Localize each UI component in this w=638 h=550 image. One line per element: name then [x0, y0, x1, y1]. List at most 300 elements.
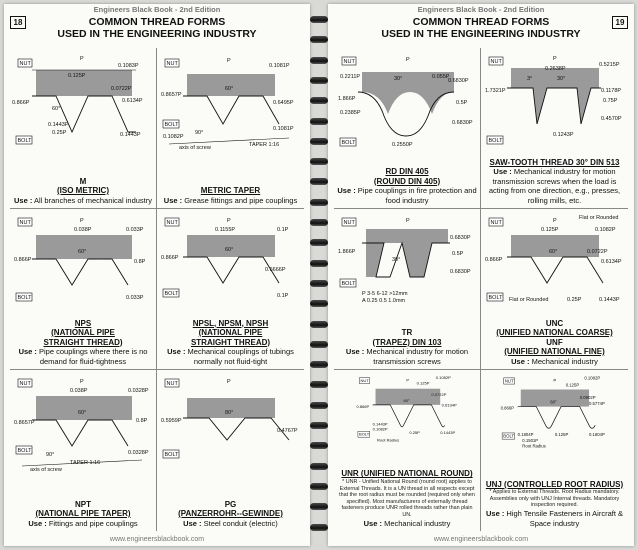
thread-caption: [160, 186, 301, 205]
pitch-label: P: [406, 377, 410, 383]
binding-ring: [310, 524, 328, 531]
dim-label: 0.1P: [277, 293, 289, 299]
dim-label: 0.1083P: [118, 63, 139, 69]
dim-label: 0.8657P: [161, 92, 182, 98]
angle-label: 60°: [225, 86, 234, 92]
binding-ring: [310, 280, 328, 287]
use-label: Use :: [163, 195, 183, 205]
dim-label: Root Radius: [522, 443, 546, 449]
binding-ring: [310, 178, 328, 185]
dim-label: 0.6830P: [450, 269, 471, 275]
thread-name-sub: UNF: [546, 337, 563, 347]
dim-label: 0.1082P: [584, 375, 601, 381]
dim-label: 0.5959P: [161, 418, 182, 424]
thread-cell-pg: [157, 370, 304, 531]
dim-label: 0.125P: [416, 380, 430, 386]
binding-ring: [310, 422, 328, 429]
dim-label: 0.75P: [603, 98, 618, 104]
table-row: P 3-5 6-12 >12mm: [362, 291, 408, 297]
dim-label: 0.038P: [74, 227, 92, 233]
dim-label: 0.4767P: [277, 428, 298, 434]
angle-label: 80°: [225, 410, 234, 416]
thread-name: UNC: [545, 318, 564, 328]
thread-name: SAW-TOOTH THREAD 30° DIN 513: [489, 157, 620, 167]
thread-diagram-svg: [483, 374, 626, 450]
binding-ring: [310, 341, 328, 348]
dim-label: 0.6830P: [448, 78, 469, 84]
nut-label: NUT: [19, 61, 31, 67]
pitch-label: P: [406, 57, 410, 63]
thread-name-sub: (ROUND DIN 405): [373, 176, 441, 186]
dim-label: Root Radius: [377, 437, 400, 443]
thread-caption: [484, 158, 625, 206]
thread-diagram-unc: [483, 213, 626, 311]
nut-region: [36, 396, 132, 420]
bolt-label: BOLT: [341, 140, 356, 146]
angle-label: 90°: [46, 452, 55, 458]
use-label: Use :: [167, 347, 186, 356]
dim-label: 0.033P: [126, 227, 144, 233]
dim-label: 0.0722P: [587, 249, 608, 255]
binding-ring: [310, 57, 328, 64]
bolt-label: BOLT: [359, 431, 370, 437]
dim-label: 0.1082P: [435, 375, 451, 381]
thread-caption: [337, 469, 477, 528]
thread-profile: [183, 96, 279, 124]
dim-label: 0.038P: [70, 388, 88, 394]
bolt-label: BOLT: [488, 295, 503, 301]
nut-label: NUT: [166, 381, 178, 387]
page-number: 18: [10, 16, 26, 29]
thread-diagram-svg: [336, 213, 479, 311]
dim-label: 0.1082P: [372, 426, 388, 432]
thread-caption: [160, 319, 301, 367]
thread-caption: [13, 177, 153, 206]
binding-ring: [310, 138, 328, 145]
binding-ring: [310, 199, 328, 206]
thread-note: * UNR - Unified National Round (round root) applies to External Threads. It is a UN thread in all respects except that the root radius must be rounded (required only when specified). Most manufacturers of externally thread fasteners produce UNR rolled threads rather than plain UN.: [339, 478, 475, 518]
thread-grid: [334, 48, 628, 531]
page-number: 19: [612, 16, 628, 29]
use-label: Use :: [28, 518, 47, 528]
thread-profile: [183, 418, 289, 440]
thread-diagram-metric-taper: [159, 52, 302, 150]
thread-cell-tr: [334, 209, 481, 370]
dim-label: 0.866P: [14, 257, 32, 263]
dim-label: 0.1443P: [48, 122, 69, 128]
thread-caption: [160, 500, 301, 529]
use-text: Mechanical couplings of tubings normally not fluid-tight: [187, 347, 294, 366]
thread-name: RD DIN 405: [385, 167, 429, 176]
dim-label: 0.8P: [136, 418, 148, 424]
use-text: Pipe couplings where there is no demand for fluid-tightness: [39, 347, 148, 366]
binding-ring: [310, 321, 328, 328]
thread-profile: [32, 420, 128, 446]
dim-label: 0.6495P: [273, 100, 294, 106]
thread-cell-saw-tooth: [481, 48, 628, 209]
page-title-line1: COMMON THREAD FORMS: [412, 16, 550, 28]
thread-name: UNR (UNIFIED NATIONAL ROUND): [341, 469, 473, 479]
bolt-label: BOLT: [503, 433, 515, 439]
use-text: Mechanical industry: [531, 356, 598, 366]
thread-name: NPSL, NPSM, NPSH: [192, 318, 269, 328]
thread-note: * Applies to External Threads. Root Radius mandatory. Assemblies only with UNJ Internal threads. Mandatory inspection required.: [489, 489, 620, 509]
dim-label: 0.866P: [12, 100, 30, 106]
thread-diagram-rd: [336, 52, 479, 150]
taper-label: TAPER 1:16: [70, 460, 101, 466]
pitch-label: P: [227, 218, 231, 224]
dim-label: 0.6134P: [601, 259, 622, 265]
use-text: Mechanical industry: [384, 518, 451, 528]
dim-label: 0.6830P: [450, 235, 471, 241]
nut-label: NUT: [360, 378, 369, 384]
pitch-label: P: [80, 379, 84, 385]
dim-label: 0.0902P: [579, 394, 596, 400]
use-text: Grease fittings and pipe couplings: [184, 195, 298, 205]
angle-label: 60°: [52, 106, 61, 112]
thread-caption: [13, 319, 153, 367]
bolt-label: BOLT: [164, 291, 179, 297]
use-label: Use :: [14, 195, 33, 205]
thread-profile: [507, 257, 603, 283]
thread-name: TR: [401, 328, 413, 337]
bolt-label: BOLT: [164, 452, 179, 458]
dim-label: 0.1443P: [440, 430, 456, 436]
thread-diagram-pg: [159, 374, 302, 472]
pitch-label: P: [80, 56, 84, 62]
thread-name-sub: (ISO METRIC): [57, 186, 109, 195]
thread-cell-npsl: [157, 209, 304, 370]
dim-label: 0.8P: [134, 259, 146, 265]
nut-region: [511, 68, 599, 124]
dim-label: 0.125P: [554, 432, 569, 438]
dim-label: 0.25P: [409, 430, 420, 436]
thread-name-sub: (NATIONAL PIPE: [198, 328, 263, 337]
use-text: Fittings and pipe couplings: [48, 518, 138, 528]
dim-label: 0.125P: [68, 73, 86, 79]
use-label: Use :: [337, 186, 356, 195]
thread-cell-rd-din-405: [334, 48, 481, 209]
thread-cell-npt: [10, 370, 157, 531]
dim-label: 0.055P: [432, 74, 450, 80]
use-text: Pipe couplings in fire protection and food industry: [357, 186, 477, 205]
dim-label: 1.866P: [338, 249, 356, 255]
nut-label: NUT: [166, 61, 178, 67]
pitch-label: P: [227, 58, 231, 64]
thread-diagram-svg: [483, 52, 626, 150]
binding-ring: [310, 463, 328, 470]
thread-diagram-svg: [12, 52, 155, 150]
bolt-label: BOLT: [17, 138, 32, 144]
dim-label: 0.1501P: [522, 438, 539, 444]
thread-use: [484, 357, 625, 367]
dim-label: 0.25P: [52, 130, 67, 136]
binding-ring: [310, 36, 328, 43]
table-row: A 0.25 0.5 1.0mm: [362, 298, 406, 304]
use-label: Use :: [363, 518, 382, 528]
thread-profile: [32, 259, 128, 285]
thread-name-sub: (UNIFIED NATIONAL COARSE): [496, 328, 613, 337]
nut-label: NUT: [166, 220, 178, 226]
dim-label: 0.866P: [500, 405, 515, 411]
thread-diagram-tr: [336, 213, 479, 311]
dim-label: 0.866P: [485, 257, 503, 263]
thread-cell-nps: [10, 209, 157, 370]
pitch-label: P: [80, 218, 84, 224]
thread-use: [13, 519, 153, 529]
bolt-label: BOLT: [17, 295, 32, 301]
dim-label: 0.1804P: [517, 432, 534, 438]
nut-label: NUT: [343, 220, 355, 226]
dim-label: 0.0328P: [128, 388, 149, 394]
thread-use: [484, 167, 625, 205]
thread-caption: [337, 167, 477, 205]
spiral-binding: [308, 0, 330, 550]
thread-name-sub: STRAIGHT THREAD): [190, 337, 271, 347]
dim-label: 0.1155P: [215, 227, 236, 233]
thread-caption: [337, 328, 477, 366]
binding-ring: [310, 239, 328, 246]
angle-label: 90°: [195, 130, 204, 136]
binding-ring: [310, 16, 328, 23]
pitch-label: P: [406, 218, 410, 224]
use-text: Steel conduit (electric): [203, 518, 278, 528]
dim-label: 0.1443P: [120, 132, 141, 138]
dim-label: 0.125P: [541, 227, 559, 233]
thread-diagram-svg: [12, 213, 155, 311]
pitch-label: P: [553, 218, 557, 224]
use-text: All branches of mechanical industry: [34, 195, 152, 205]
thread-name-sub: (NATIONAL PIPE TAPER): [35, 509, 131, 518]
thread-cell-unc-unf: [481, 209, 628, 370]
thread-name-sub: STRAIGHT THREAD): [43, 337, 123, 347]
angle-label: 60°: [78, 249, 87, 255]
thread-cell-unr: [334, 370, 481, 531]
nut-region: [187, 235, 275, 257]
use-label: Use :: [511, 356, 530, 366]
dim-label: 0.1178P: [601, 88, 622, 94]
thread-diagram-svg: [483, 213, 626, 311]
thread-name-sub: (NATIONAL PIPE: [51, 328, 115, 337]
angle-label: 30°: [392, 257, 401, 263]
binding-ring: [310, 381, 328, 388]
dim-label: 0.0328P: [128, 450, 149, 456]
dim-label: 0.1243P: [553, 132, 574, 138]
dim-label: 0.5774P: [589, 401, 605, 407]
thread-diagram-svg: [12, 374, 155, 472]
dim-label: 0.2385P: [340, 110, 361, 116]
nut-label: NUT: [343, 59, 355, 65]
thread-use: [13, 196, 153, 206]
dim-label: 0.4570P: [601, 116, 622, 122]
thread-cell-m: [10, 48, 157, 209]
thread-profile: [518, 407, 596, 429]
dim-label: Flat or Rounded: [579, 215, 619, 221]
dim-label: 0.1081P: [273, 126, 294, 132]
nut-label: NUT: [19, 381, 31, 387]
thread-name: PG: [224, 499, 237, 509]
thread-caption: [13, 500, 153, 529]
left-page: [4, 4, 310, 546]
thread-use: [484, 509, 625, 528]
dim-label: 0.033P: [126, 295, 144, 301]
thread-use: [160, 347, 301, 366]
use-label: Use :: [345, 347, 365, 356]
page-title: [354, 16, 608, 40]
dim-label: 0.1443P: [372, 421, 388, 427]
page-title-line2: USED IN THE ENGINEERING INDUSTRY: [57, 28, 257, 40]
thread-diagram-svg: [159, 374, 302, 472]
dim-label: 0.1804P: [589, 432, 605, 438]
axis-label: axis of screw: [30, 467, 62, 472]
angle-label: 60°: [225, 247, 234, 253]
dim-label: 1.7321P: [485, 88, 506, 94]
dim-label: 0.5215P: [599, 62, 620, 68]
binding-ring: [310, 97, 328, 104]
angle-label: 30°: [557, 76, 566, 82]
thread-grid: [10, 48, 304, 531]
binding-ring: [310, 402, 328, 409]
use-label: Use :: [493, 167, 512, 176]
thread-use: [337, 186, 477, 205]
nut-label: NUT: [490, 220, 502, 226]
use-label: Use :: [183, 518, 202, 528]
dim-label: 0.866P: [161, 255, 179, 261]
angle-label: 60°: [550, 399, 557, 405]
thread-name: NPT: [75, 499, 91, 509]
dim-label: 0.6830P: [452, 120, 473, 126]
pitch-label: P: [227, 379, 231, 385]
use-text: Mechanical industry for motion transmission screws: [366, 347, 469, 366]
binding-ring: [310, 503, 328, 510]
dim-label: 0.1P: [277, 227, 289, 233]
nut-label: NUT: [490, 59, 502, 65]
edition-header: Engineers Black Book - 2nd Edition: [417, 5, 545, 14]
dim-label: 0.866P: [356, 403, 370, 409]
thread-name-sub: (TRAPEZ) DIN 103: [372, 337, 442, 347]
dim-label: 0.2550P: [392, 142, 413, 148]
angle-label: 3°: [527, 76, 533, 82]
website-footer: www.engineersblackbook.com: [433, 536, 529, 543]
dim-label: 0.0722P: [111, 86, 132, 92]
dim-label: 0.5P: [456, 100, 468, 106]
thread-diagram-m: [12, 52, 155, 150]
dim-label: 0.6134P: [441, 402, 457, 408]
thread-diagram-svg: [159, 213, 302, 311]
nut-region: [187, 74, 275, 96]
thread-use: [160, 196, 301, 206]
angle-label: 60°: [78, 410, 87, 416]
binding-ring: [310, 77, 328, 84]
dim-label: 0.25P: [567, 297, 582, 303]
nut-region: [366, 229, 448, 277]
page-title-line2: USED IN THE ENGINEERING INDUSTRY: [381, 28, 581, 40]
bolt-label: BOLT: [164, 122, 179, 128]
thread-diagram-nps: [12, 213, 155, 311]
binding-ring: [310, 361, 328, 368]
thread-diagram-npsl: [159, 213, 302, 311]
thread-diagram-saw-tooth: [483, 52, 626, 150]
thread-caption: [484, 480, 625, 528]
binding-ring: [310, 219, 328, 226]
dim-label: 0.6666P: [265, 267, 286, 273]
binding-ring: [310, 118, 328, 125]
use-text: High Tensile Fasteners in Aircraft & Space industry: [506, 509, 624, 528]
thread-diagram-svg: [336, 374, 479, 446]
thread-diagram-unr: [336, 374, 479, 446]
use-label: Use :: [485, 509, 505, 518]
pitch-label: P: [553, 377, 557, 383]
thread-use: [337, 347, 477, 366]
thread-diagram-unj: [483, 374, 626, 450]
dim-label: 0.5P: [452, 251, 464, 257]
dim-label: 0.6134P: [122, 98, 143, 104]
right-page: [328, 4, 634, 546]
page-title-line1: COMMON THREAD FORMS: [88, 16, 226, 28]
bolt-label: BOLT: [341, 281, 356, 287]
dim-label: 0.1082P: [163, 134, 184, 140]
pitch-label: P: [553, 56, 557, 62]
binding-ring: [310, 158, 328, 165]
binding-ring: [310, 442, 328, 449]
thread-name: METRIC TAPER: [200, 186, 261, 195]
nut-label: NUT: [19, 220, 31, 226]
thread-use: [160, 519, 301, 529]
thread-caption: [484, 319, 625, 367]
dim-label: 0.2638P: [545, 66, 566, 72]
website-footer: www.engineersblackbook.com: [109, 536, 205, 543]
bolt-label: BOLT: [17, 448, 32, 454]
taper-label: TAPER 1:16: [249, 142, 280, 148]
thread-name-sub: (UNIFIED NATIONAL FINE): [504, 347, 605, 356]
axis-label: axis of screw: [179, 145, 211, 150]
angle-label: 30°: [394, 76, 403, 82]
thread-diagram-npt: [12, 374, 155, 472]
thread-name-sub: (PANZERROHR--GEWINDE): [178, 509, 283, 518]
dim-label: 0.2211P: [340, 74, 361, 80]
bolt-label: BOLT: [488, 138, 503, 144]
nut-label: NUT: [504, 378, 514, 384]
thread-use: [13, 347, 153, 366]
thread-name: NPS: [74, 318, 92, 328]
dim-label: 0.125P: [565, 382, 580, 388]
thread-use: [337, 519, 477, 529]
dim-label: 0.0722P: [431, 392, 447, 398]
dim-label: 0.1082P: [595, 227, 616, 233]
binding-ring: [310, 300, 328, 307]
nut-region: [36, 235, 132, 259]
angle-label: 60°: [403, 397, 410, 403]
thread-diagram-svg: [336, 52, 479, 150]
dim-label: 1.866P: [338, 96, 356, 102]
binding-ring: [310, 260, 328, 267]
thread-cell-metric-taper: [157, 48, 304, 209]
thread-cell-unj: [481, 370, 628, 531]
use-label: Use :: [18, 347, 37, 356]
binding-ring: [310, 483, 328, 490]
thread-diagram-svg: [159, 52, 302, 150]
dim-label: 0.8657P: [14, 420, 35, 426]
page-title: [30, 16, 284, 40]
thread-name: UNJ (CONTROLLED ROOT RADIUS): [485, 479, 624, 489]
dim-label: Flat or Rounded: [509, 297, 549, 303]
dim-label: 0.1443P: [599, 297, 620, 303]
use-text: Mechanical industry for motion transmission screws when the load is acting from one direction, e.g., presses, rolling mills, etc.: [488, 167, 621, 205]
edition-header: Engineers Black Book - 2nd Edition: [93, 5, 221, 14]
angle-label: 60°: [549, 249, 558, 255]
thread-name: M: [79, 176, 87, 186]
dim-label: 0.1081P: [269, 63, 290, 69]
